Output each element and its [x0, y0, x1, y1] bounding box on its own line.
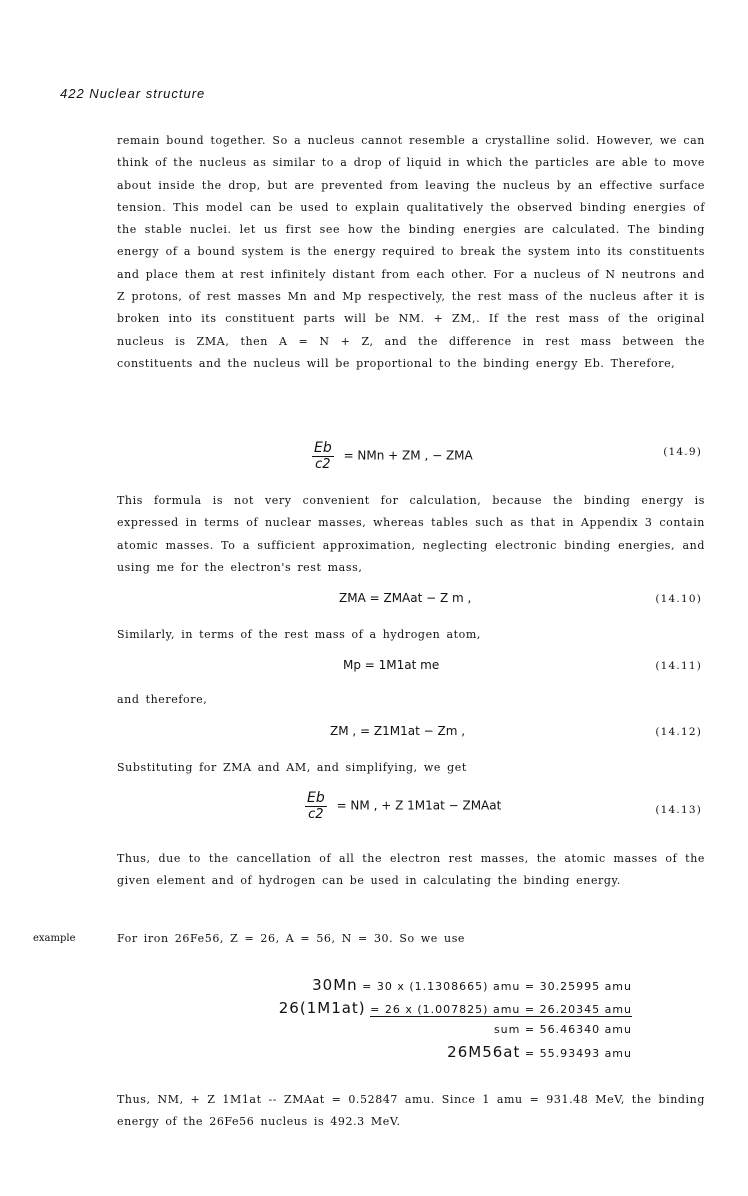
- equation-14-9: [117, 440, 705, 480]
- eq-fraction-denominator: c2: [308, 807, 324, 822]
- equation-body: ZM , = Z1M1at − Zm ,: [330, 724, 466, 738]
- equation-14-13: [117, 790, 705, 830]
- running-header: 422 Nuclear structure: [60, 86, 206, 101]
- paragraph-liquid-drop: remain bound together. So a nucleus cannot resemble a crystalline solid. However, we can think of the nucleus as similar to a drop of liquid in which the particles are able to move about inside the drop, but are prevented from leaving the nucleus by an effective surface tension. This model can be used to explain qualitatively the observed binding energies of the stable nuclei. let us first see how the binding energies are calculated. The binding energy of a bound system is the energy required to break the system into its constituents and place them at rest infinitely distant from each other. For a nucleus of N neutrons and Z protons, of rest masses Mn and Mp respectively, the rest mass of the nucleus after it is broken into its constituent parts will be NM. + ZM,. If the rest mass of the original nucleus is ZMA, then A = N + Z, and the difference in rest mass between the constituents and the nucleus will be proportional to the binding energy Eb. Therefore,: [117, 134, 705, 370]
- calc-lhs: 30Mn: [312, 976, 358, 994]
- calc-rhs: = 55.93493 amu: [524, 1047, 632, 1060]
- equation-rhs: = NM , + Z 1M1at − ZMAat: [336, 798, 502, 813]
- eq-fraction-numerator: Eb: [314, 440, 332, 456]
- equation-number: (14.12): [655, 726, 702, 738]
- eq-fraction-numerator: Eb: [307, 790, 325, 806]
- example-conclusion: Thus, NM, + Z 1M1at -- ZMAat = 0.52847 amu. Since 1 amu = 931.48 MeV, the binding energy of the 26Fe56 nucleus is 492.3 MeV.: [117, 1093, 705, 1129]
- paragraph-substituting: Substituting for ZMA and AM, and simplifying, we get: [117, 761, 467, 774]
- calc-lhs: 26(1M1at): [278, 999, 366, 1017]
- equation-body: Mp = 1M1at me: [343, 658, 440, 672]
- equation-number: (14.10): [655, 593, 702, 605]
- calc-row-iron: [447, 1043, 632, 1061]
- calc-row-neutrons: [312, 976, 632, 994]
- calc-row-hydrogen: [279, 999, 632, 1017]
- equation-body: ZMA = ZMAat − Z m ,: [339, 591, 472, 605]
- paragraph-cancellation: Thus, due to the cancellation of all the electron rest masses, the atomic masses of the given element and of hydrogen can be used in calculating the binding energy.: [117, 852, 705, 888]
- equation-number: (14.13): [655, 804, 702, 816]
- calc-lhs: sum: [493, 1023, 521, 1036]
- paragraph-atomic-masses: This formula is not very convenient for calculation, because the binding energy is expressed in terms of nuclear masses, whereas tables such as that in Appendix 3 contain atomic masses. To a sufficient approximation, neglecting electronic binding energies, and using me for the electron's rest mass,: [117, 494, 705, 574]
- calc-rhs: = 26 x (1.007825) amu = 26.20345 amu: [370, 1003, 632, 1016]
- equation-number: (14.11): [655, 660, 702, 672]
- calc-lhs: 26M56at: [447, 1043, 521, 1061]
- calc-row-sum: [494, 1023, 632, 1036]
- margin-label-example: example: [33, 933, 76, 944]
- paragraph-hydrogen: Similarly, in terms of the rest mass of a hydrogen atom,: [117, 628, 481, 641]
- calc-rhs: = 30 x (1.1308665) amu = 30.25995 amu: [362, 980, 632, 993]
- paragraph-therefore: and therefore,: [117, 693, 208, 706]
- equation-rhs: = NMn + ZM , − ZMA: [343, 448, 473, 463]
- eq-fraction-denominator: c2: [315, 457, 331, 472]
- calc-rhs: = 56.46340 amu: [524, 1023, 632, 1036]
- equation-number: (14.9): [663, 446, 702, 458]
- example-intro: For iron 26Fe56, Z = 26, A = 56, N = 30. So we use: [117, 932, 466, 945]
